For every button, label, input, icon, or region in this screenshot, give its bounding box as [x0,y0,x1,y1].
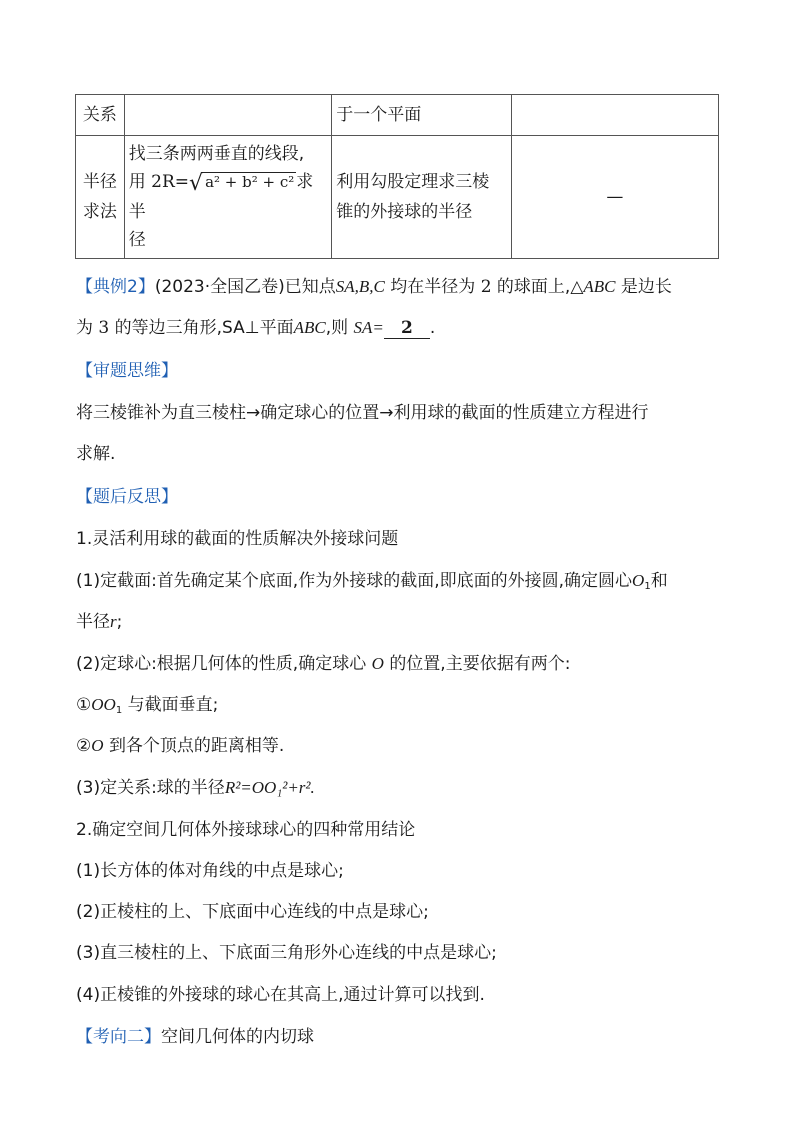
conclusion-item: (4)正棱锥的外接球的球心在其高上,通过计算可以找到. [76,985,485,1005]
math-var: O [632,571,645,590]
reflection-paragraph [76,731,284,756]
paragraph-text: (1)定截面:首先确定某个底面,作为外接球的截面,即底面的外接圆,确定圆心 [76,571,633,591]
table-cell: 关系 [76,95,125,136]
table-cell [511,95,718,136]
math-formula: R²=OO₁²+r². [224,778,315,797]
example-text: . [429,318,436,338]
cell-text: 用 [128,172,152,192]
sqrt-expression [189,168,296,198]
example-line-2 [76,313,435,339]
paragraph-text: 到各个顶点的距离相等. [108,736,285,756]
example-text: 已知点 [284,277,336,297]
paragraph-text: 的位置,主要依据有两个: [389,654,571,674]
table-row [76,95,719,136]
answer-blank: 2 [384,318,430,339]
section-title: 空间几何体的内切球 [161,1027,314,1047]
example-line-1 [76,272,672,297]
reflection-heading-1: 1.灵活利用球的截面的性质解决外接球问题 [76,529,399,549]
cell-line: 找三条两两垂直的线段, [128,144,305,164]
thinking-line-2: 求解. [76,444,116,464]
math-var: O [91,736,104,755]
cell-line: 锥的外接球的半径 [336,202,473,222]
conclusion-item: (1)长方体的体对角线的中点是球心; [76,861,344,881]
radicand: a² + b² + c² [205,173,295,191]
example-text: 是边长 [620,277,672,297]
radical-sign: √ [189,171,204,196]
math-var: r [110,612,117,631]
paragraph-text: (2)定球心:根据几何体的性质,确定球心 [76,654,367,674]
conclusion-item: (2)正棱柱的上、下底面中心连线的中点是球心; [76,902,429,922]
reflection-tag: 【题后反思】 [76,487,178,507]
paragraph-text: 半径 [76,612,110,632]
paragraph-text: 与截面垂直; [127,695,219,715]
math-number: 2 [480,277,492,297]
example-text: 的球面上, [496,277,571,297]
math-perp: SA⊥平面 [222,318,294,338]
math-subscript: 1 [644,581,651,592]
example-text: 的等边三角形, [114,318,223,338]
thinking-tag: 【审题思维】 [76,361,178,381]
reflection-paragraph [76,690,218,716]
cell-line: 径 [128,230,146,250]
table-cell [124,95,331,136]
reflection-paragraph [76,607,122,632]
math-points: SA,B,C [335,277,385,296]
section-tag: 【考向二】 [76,1027,161,1047]
conclusion-item: (3)直三棱柱的上、下底面三角形外心连线的中点是球心; [76,943,497,963]
formula-lhs: 2R= [151,172,190,192]
paragraph-text: ① [76,695,92,715]
cell-text: 求半 [128,172,314,222]
math-var: O [371,654,384,673]
example-text: 为 [76,318,93,338]
example-tag: 【典例2】 [76,277,155,297]
reflection-paragraph [76,773,315,798]
math-triangle: △ABC [570,277,616,296]
comparison-table [75,94,719,259]
reflection-paragraph [76,649,570,674]
table-cell [332,136,512,259]
reflection-paragraph [76,566,668,592]
reflection-heading-2: 2.确定空间几何体外接球球心的四种常用结论 [76,820,416,840]
paragraph-text: 和 [650,571,668,591]
table-cell: — [511,136,718,259]
example-source: (2023·全国乙卷) [154,277,285,297]
table-cell: 于一个平面 [332,95,512,136]
table-cell [124,136,331,259]
math-number: 3 [98,318,110,338]
next-section-heading [76,1022,314,1047]
math-var: OO [91,695,116,714]
math-subscript: 1 [115,705,123,716]
cell-line: 求法 [82,202,117,222]
math-sa: SA= [353,318,384,337]
table-cell [76,136,125,259]
paragraph-text: ② [76,736,92,756]
cell-line: 利用勾股定理求三棱 [336,172,490,192]
example-text: ,则 [325,318,349,338]
cell-formula-line [129,168,327,226]
table-row [76,136,719,259]
thinking-line-1: 将三棱锥补为直三棱柱→确定球心的位置→利用球的截面的性质建立方程进行 [76,403,649,423]
example-text: 均在半径为 [390,277,476,297]
math-plane: ABC [293,318,326,337]
paragraph-text: (3)定关系:球的半径 [76,778,225,798]
paragraph-text: ; [116,612,123,632]
cell-line: 半径 [82,172,117,192]
